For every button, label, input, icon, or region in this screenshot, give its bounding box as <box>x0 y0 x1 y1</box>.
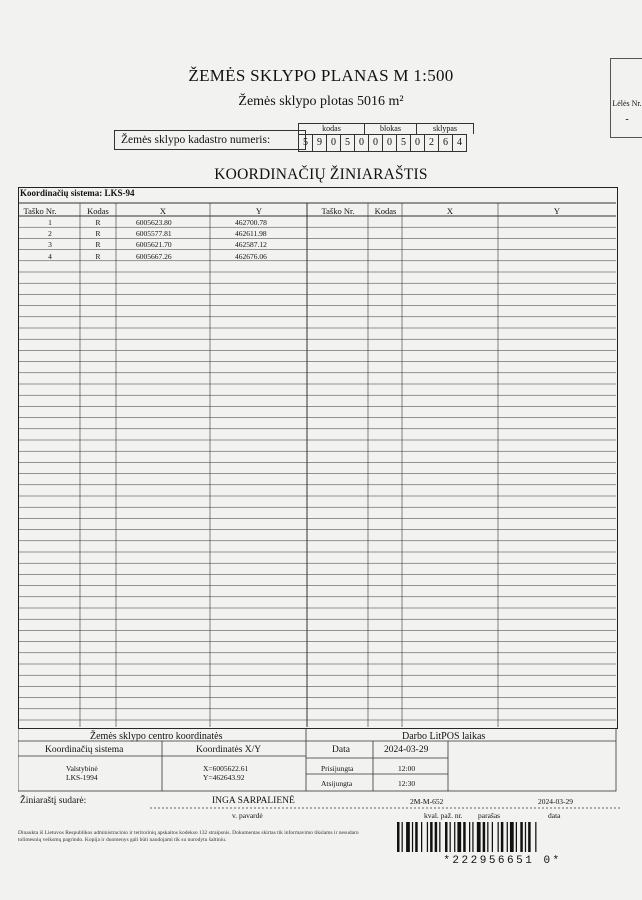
barcode-bar <box>397 822 400 852</box>
cadastre-digit: 0 <box>355 135 369 151</box>
barcode-bar <box>406 822 410 852</box>
barcode-bar <box>507 822 508 852</box>
sheet-label: Lėlės Nr. <box>612 99 642 108</box>
cadastre-digit: 5 <box>341 135 355 151</box>
cadastre-digit: 2 <box>425 135 439 151</box>
barcode-bar <box>427 822 428 852</box>
cadastre-digit: 5 <box>299 135 313 151</box>
litpos-disconnect-label: Atsijungta <box>321 779 353 788</box>
barcode-bar <box>498 822 499 852</box>
barcode-bar <box>487 822 488 852</box>
header-x-2: X <box>446 206 454 216</box>
barcode-bar <box>412 822 413 852</box>
barcode-text: *222956651 0* <box>443 855 562 867</box>
barcode-bar <box>483 822 486 852</box>
litpos-connect-label: Prisijungta <box>321 764 354 773</box>
header-y: Y <box>255 206 263 216</box>
cadastre-group-blokas: blokas <box>364 123 417 134</box>
legal-footnote: Dinaukta iš Lietuvos Respublikos administracinio ir teritoriniq apskaitos kodekso 132 straipsnis. Dokumentas skirtas tik informavimo tikslams ir nesudaro tolimesnių veiksmų pagrindo. Kopija ir duomenys gali būti naudojami tik su nurodytu šaltiniu. <box>18 830 359 843</box>
center-system-header: Koordinačių sistema <box>45 745 124 755</box>
coords-title: KOORDINAČIŲ ŽINIARAŠTIS <box>214 166 428 183</box>
barcode-bar <box>457 822 461 852</box>
barcode-bar <box>430 822 433 852</box>
barcode-bar <box>510 822 514 852</box>
center-x-value: X=6005622.61 <box>203 764 249 773</box>
bottom-grid <box>18 728 618 798</box>
center-coords-header: Koordinatės X/Y <box>196 745 262 755</box>
coords-grid <box>18 187 618 732</box>
preparer-name: INGA SARPALIENĖ <box>212 796 295 806</box>
barcode-bar <box>463 822 466 852</box>
cadastre-digit: 0 <box>327 135 341 151</box>
coord-system-label: Koordinačių sistema: LKS-94 <box>20 188 135 198</box>
coord-cell-nr: 4 <box>48 251 52 261</box>
cadastre-digit: 5 <box>397 135 411 151</box>
barcode-bar <box>520 822 523 852</box>
header-x: X <box>159 206 167 216</box>
center-y-value: Y=462643.92 <box>203 773 245 782</box>
barcode-bar <box>472 822 473 852</box>
sheet-number-box <box>610 58 642 138</box>
sheet-value: - <box>625 114 629 125</box>
coord-cell-kodas: R <box>95 229 101 239</box>
coord-cell-nr: 3 <box>48 240 52 250</box>
plan-title: ŽEMĖS SKLYPO PLANAS M 1:500 <box>188 66 454 85</box>
name-caption: v. pavardė <box>232 811 263 820</box>
barcode-bar <box>421 822 422 852</box>
barcode-bar <box>415 822 418 852</box>
barcode-bar <box>477 822 481 852</box>
center-coords-title: Žemės sklypo centro koordinatės <box>90 731 223 742</box>
barcode-bar <box>501 822 504 852</box>
cadastre-digit: 6 <box>439 135 453 151</box>
license-number: 2M-M-652 <box>410 797 444 806</box>
cadastre-digit: 0 <box>383 135 397 151</box>
cadastre-group-sklypas: sklypas <box>416 123 474 134</box>
coord-cell-x: 6005577.81 <box>136 229 172 239</box>
cadastre-digit: 0 <box>411 135 425 151</box>
header-y-2: Y <box>553 206 561 216</box>
barcode-bar <box>492 822 493 852</box>
coord-cell-y: 462611.98 <box>235 229 267 239</box>
prepared-date: 2024-03-29 <box>538 797 573 806</box>
coord-cell-x: 6005667.26 <box>136 251 172 261</box>
litpos-title: Darbo LitPOS laikas <box>402 731 486 742</box>
coord-cell-nr: 2 <box>48 229 52 239</box>
coord-cell-x: 6005621.70 <box>136 240 172 250</box>
header-code-2: Kodas <box>374 206 397 216</box>
coord-cell-kodas: R <box>95 218 101 227</box>
header-code: Kodas <box>87 206 109 216</box>
plot-area: Žemės sklypo plotas 5016 m² <box>238 94 404 109</box>
barcode-bar <box>435 822 438 852</box>
barcode-bar <box>525 822 526 852</box>
cadastre-digit: 0 <box>369 135 383 151</box>
barcode-bar <box>454 822 455 852</box>
license-caption: kval. paž. nr. <box>424 811 463 820</box>
center-system-value-2: LKS-1994 <box>66 773 98 782</box>
coord-cell-y: 462700.78 <box>235 218 267 227</box>
header-point-nr-2: Taško Nr. <box>321 206 355 216</box>
barcode-bar <box>445 822 448 852</box>
coord-cell-y: 462587.12 <box>235 240 267 250</box>
cadastre-digit: 4 <box>457 137 462 148</box>
coord-cell-x: 6005623.80 <box>136 218 172 227</box>
litpos-date-value: 2024-03-29 <box>384 745 429 755</box>
barcode-bar <box>439 822 440 852</box>
barcode-bar <box>516 822 517 852</box>
signature-caption: parašas <box>478 811 501 820</box>
header-point-nr: Taško Nr. <box>23 206 57 216</box>
litpos-connect-value: 12:00 <box>398 764 416 773</box>
litpos-disconnect-value: 12:30 <box>398 779 416 788</box>
center-system-value-1: Valstybinė <box>66 764 98 773</box>
prepared-by-label: Žiniaraštį sudarė: <box>20 796 87 806</box>
coord-cell-y: 462676.06 <box>235 251 267 261</box>
cadastre-label: Žemės sklypo kadastro numeris: <box>114 130 306 150</box>
coord-cell-nr: 1 <box>48 218 52 227</box>
cadastre-digits <box>298 134 467 152</box>
barcode-bar <box>450 822 451 852</box>
barcode-bar <box>535 822 536 852</box>
cadastre-digit: 9 <box>313 135 327 151</box>
barcode-bar <box>469 822 470 852</box>
barcode-bar <box>402 822 403 852</box>
coord-cell-kodas: R <box>95 251 101 261</box>
date-caption: data <box>548 811 561 820</box>
barcode-bar <box>528 822 531 852</box>
litpos-date-label: Data <box>332 745 350 755</box>
coord-cell-kodas: R <box>95 240 101 250</box>
cadastre-group-kodas: kodas <box>298 123 365 134</box>
